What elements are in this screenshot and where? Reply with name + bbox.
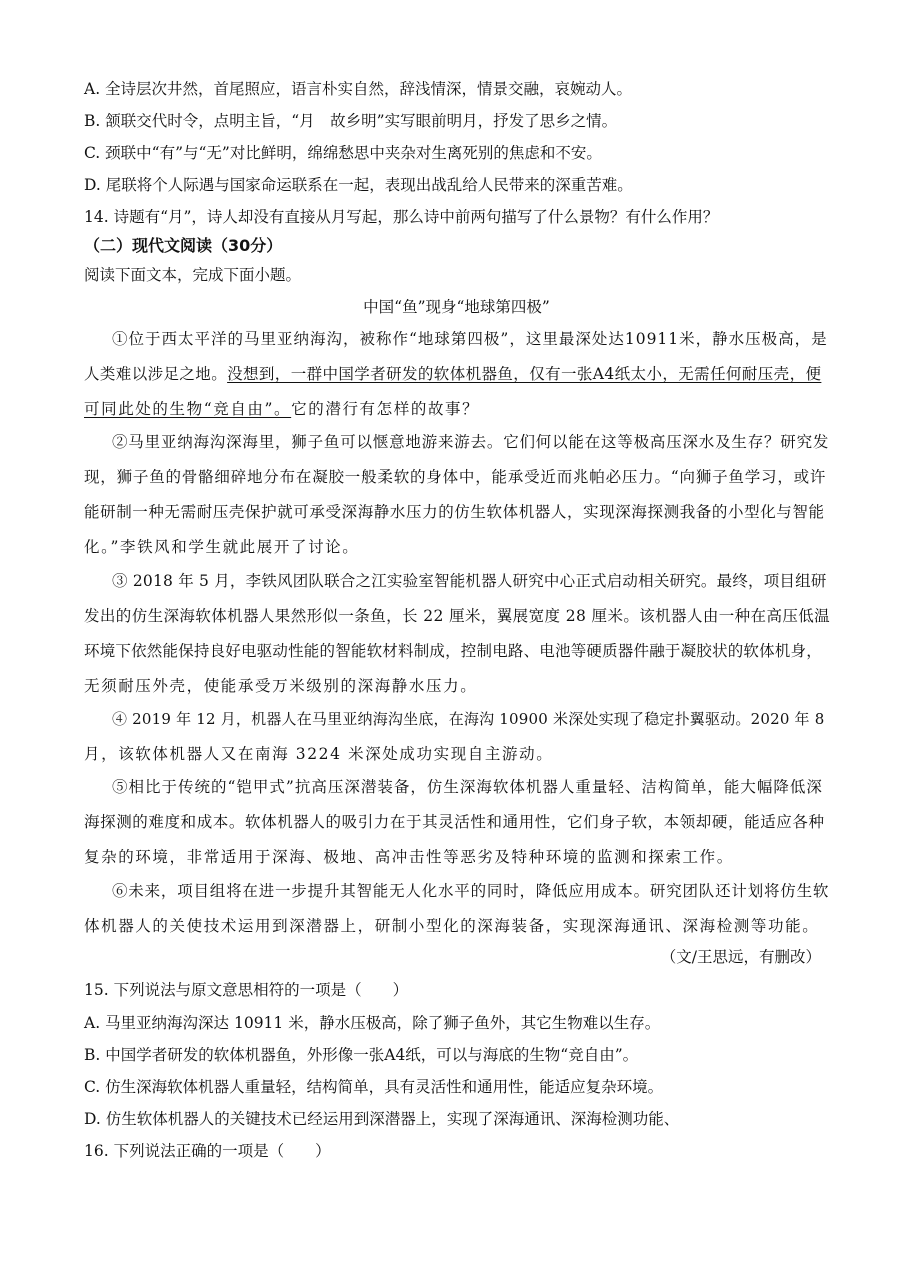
- q13-option-a: A. 全诗层次井然，首尾照应，语言朴实自然，辞浅情深，情景交融，哀婉动人。: [84, 80, 633, 98]
- q15-option-a: A. 马里亚纳海沟深达 10911 米，静水压极高，除了狮子鱼外，其它生物难以生存。: [84, 1014, 661, 1032]
- q14-question: 14. 诗题有“月”，诗人却没有直接从月写起，那么诗中前两句描写了什么景物？有什么作用？: [84, 208, 719, 226]
- paragraph-3-line-1: ③ 2018 年 5 月，李铁风团队联合之江实验室智能机器人研究中心正式启动相关研究。最终，项目组研: [112, 572, 827, 590]
- paragraph-5-line-3: 复杂的环境，非常适用于深海、极地、高冲击性等恶劣及特种环境的监测和探索工作。: [84, 848, 734, 866]
- paragraph-1-line-3: [84, 398, 829, 420]
- paragraph-1-underlined-sentence: 没想到，一群中国学者研发的软体机器鱼，仅有一张A4纸太小，无需任何耐压壳，便: [227, 365, 822, 383]
- paragraph-5-line-2: 海探测的难度和成本。软体机器人的吸引力在于其灵活性和通用性，它们身子软，本领却硬，能适应各种: [84, 813, 825, 831]
- section-heading: （二）现代文阅读（30分）: [84, 236, 283, 255]
- paragraph-2-line-2: 现，狮子鱼的骨骼细碎地分布在凝胶一般柔软的身体中，能承受近而兆帕必压力。“向狮子鱼学习，或许: [84, 468, 827, 486]
- q13-option-b: B. 颔联交代时令，点明主旨，“月 故乡明”实写眼前明月，抒发了思乡之情。: [84, 112, 618, 130]
- paragraph-1-line-2: [84, 363, 829, 385]
- paragraph-1-line-1: ①位于西太平洋的马里亚纳海沟，被称作“地球第四极”，这里最深处达10911米，静水压极高，是: [112, 330, 828, 348]
- paragraph-3-line-2: 发出的仿生深海软体机器人果然形似一条鱼，长 22 厘米，翼展宽度 28 厘米。该机器人由一种在高压低温: [84, 607, 831, 625]
- q15-option-d: D. 仿生软体机器人的关键技术已经运用到深潜器上，实现了深海通讯、深海检测功能、: [84, 1110, 680, 1128]
- paragraph-5-line-1: ⑤相比于传统的“铠甲式”抗高压深潜装备，仿生深海软体机器人重量轻、洁构简单，能大幅降低深: [112, 778, 823, 796]
- paragraph-1-plain-text: 人类难以涉足之地。: [84, 365, 228, 383]
- q13-option-d: D. 尾联将个人际遇与国家命运联系在一起，表现出战乱给人民带来的深重苦难。: [84, 176, 633, 194]
- paragraph-1-question: 它的潜行有怎样的故事？: [291, 400, 480, 418]
- q16-stem: 16. 下列说法正确的一项是（ ）: [84, 1142, 331, 1160]
- paragraph-4-line-2: 月，该软体机器人又在南海 3224 米深处成功实现自主游动。: [84, 745, 554, 763]
- paragraph-3-line-4: 无须耐压外壳，使能承受万米级别的深海静水压力。: [84, 677, 478, 695]
- reading-instruction: 阅读下面文本，完成下面小题。: [84, 266, 302, 284]
- paragraph-2-line-4: 化。”李铁风和学生就此展开了讨论。: [84, 538, 360, 556]
- article-title: 中国“鱼”现身“地球第四极”: [363, 298, 550, 316]
- article-source: （文/王思远，有删改）: [660, 948, 821, 966]
- paragraph-3-line-3: 环境下依然能保持良好电驱动性能的智能软材料制成，控制电路、电池等硬质器件融于凝胶状的软体机身，: [84, 642, 822, 660]
- paragraph-1-underlined-end: 可同此处的生物“竞自由”。: [84, 400, 292, 418]
- paragraph-6-line-2: 体机器人的关使技术运用到深潜器上，研制小型化的深海装备，实现深海通讯、深海检测等功能。: [84, 917, 820, 935]
- q13-option-c: C. 颈联中“有”与“无”对比鲜明，绵绵愁思中夹杂对生离死别的焦虑和不安。: [84, 144, 602, 162]
- paragraph-6-line-1: ⑥未来，项目组将在进一步提升其智能无人化水平的同时，降低应用成本。研究团队还计划将仿生软: [112, 882, 830, 900]
- paragraph-4-line-1: ④ 2019 年 12 月，机器人在马里亚纳海沟坐底，在海沟 10900 米深处实现了稳定扑翼驱动。2020 年 8: [112, 710, 825, 728]
- q15-stem: 15. 下列说法与原文意思相符的一项是（ ）: [84, 981, 409, 999]
- q15-option-c: C. 仿生深海软体机器人重量轻，结构简单，具有灵活性和通用性，能适应复杂环境。: [84, 1078, 664, 1096]
- paragraph-2-line-3: 能研制一种无需耐压壳保护就可承受深海静水压力的仿生软体机器人，实现深海探测我备的小型化与智能: [84, 503, 825, 521]
- q15-option-b: B. 中国学者研发的软体机器鱼，外形像一张A4纸，可以与海底的生物“竞自由”。: [84, 1046, 639, 1064]
- paragraph-2-line-1: ②马里亚纳海沟深海里，狮子鱼可以惬意地游来游去。它们何以能在这等极高压深水及生存？研究发: [112, 433, 830, 451]
